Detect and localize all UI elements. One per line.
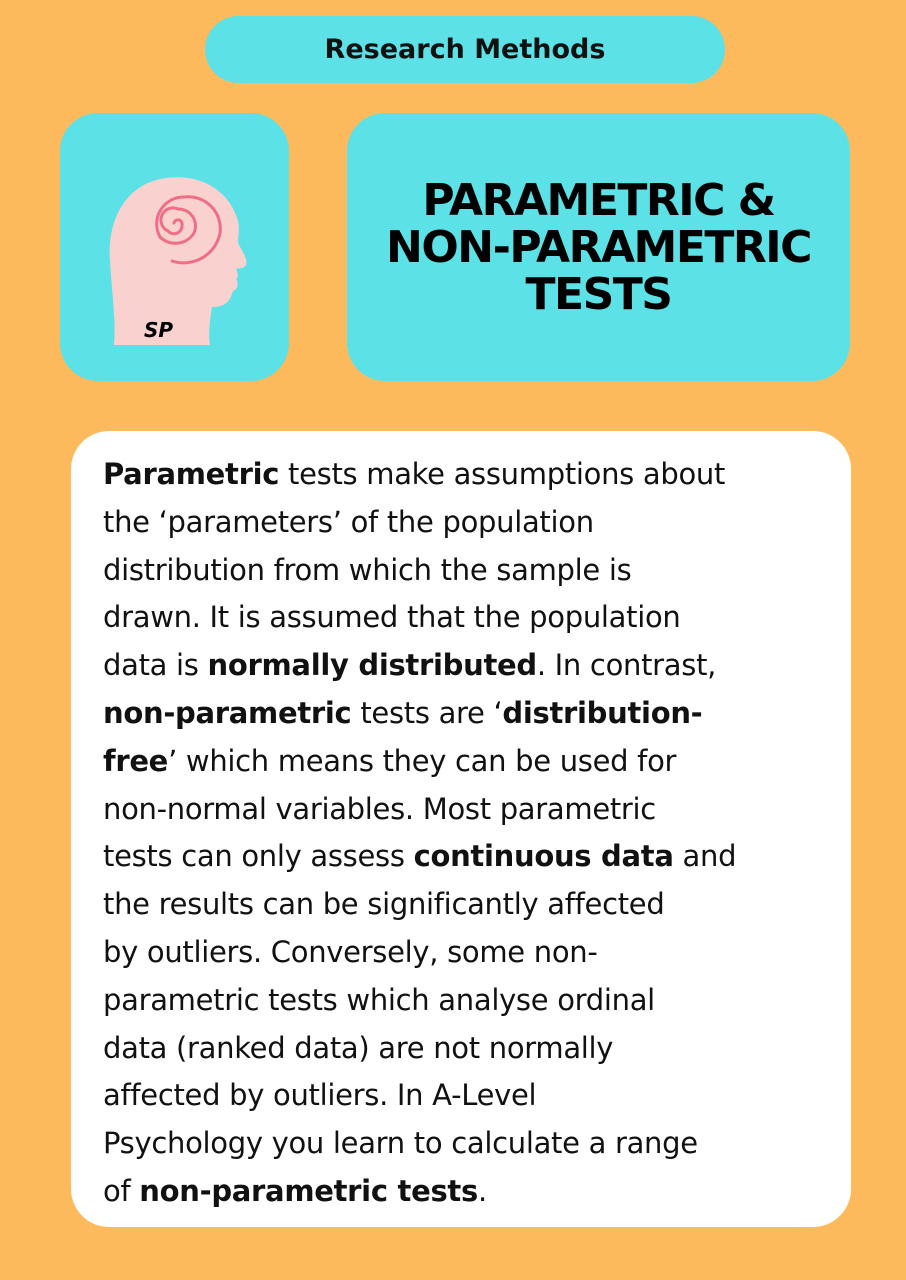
body-card [71, 431, 851, 1227]
bold-term: Parametric [103, 457, 280, 491]
category-pill [205, 16, 725, 83]
text-run: tests make assumptions about [279, 457, 726, 491]
bold-term: free [103, 743, 169, 778]
text-run: affected by outliers. In A-Level [103, 1078, 537, 1113]
text-run: tests are ‘ [351, 695, 503, 730]
text-line [103, 1072, 823, 1120]
text-run: Psychology you learn to calculate a range [103, 1126, 698, 1161]
text-run: and [673, 839, 737, 874]
text-line [103, 977, 823, 1025]
text-run: drawn. It is assumed that the population [103, 600, 681, 635]
title-card [347, 113, 850, 381]
text-run: the ‘parameters’ of the population [103, 504, 594, 539]
text-line [103, 690, 823, 738]
text-line [103, 594, 823, 642]
bold-term: non-parametric [103, 695, 352, 730]
text-run: by outliers. Conversely, some non- [103, 934, 598, 969]
text-run: the results can be significantly affected [103, 887, 665, 922]
title-line: NON-PARAMETRIC [386, 221, 811, 273]
text-run: data (ranked data) are not normally [103, 1030, 614, 1065]
text-run: distribution from which the sample is [103, 552, 632, 587]
bold-term: continuous data [413, 839, 674, 874]
logo-initials: SP [144, 318, 174, 342]
text-line [103, 881, 823, 929]
text-line [103, 833, 823, 881]
text-line [103, 738, 823, 786]
text-line [103, 1168, 823, 1216]
bold-term: non-parametric tests [139, 1173, 478, 1208]
bold-term: distribution- [502, 695, 703, 730]
text-line [103, 1025, 823, 1073]
text-line [103, 1120, 823, 1168]
bold-term: normally distributed [207, 648, 537, 683]
head-spiral-icon [60, 113, 289, 381]
title-line: PARAMETRIC & [422, 174, 775, 226]
text-run: of [103, 1173, 140, 1208]
text-line [103, 929, 823, 977]
category-label: Research Methods [324, 34, 606, 65]
body-paragraph [103, 451, 823, 1216]
text-run: non-normal variables. Most parametric [103, 791, 656, 826]
text-line [103, 642, 823, 690]
title-line: TESTS [525, 268, 672, 320]
text-run: data is [103, 648, 208, 683]
text-run: ’ which means they can be used for [168, 743, 677, 778]
text-run: parametric tests which analyse ordinal [103, 982, 655, 1017]
text-line [103, 499, 823, 547]
page-title [386, 174, 811, 320]
text-line [103, 786, 823, 834]
text-run: . [477, 1173, 487, 1208]
text-run: tests can only assess [103, 839, 414, 874]
text-line [103, 547, 823, 595]
text-run: . In contrast, [536, 648, 717, 683]
text-line [103, 451, 823, 499]
logo-card [60, 113, 289, 381]
